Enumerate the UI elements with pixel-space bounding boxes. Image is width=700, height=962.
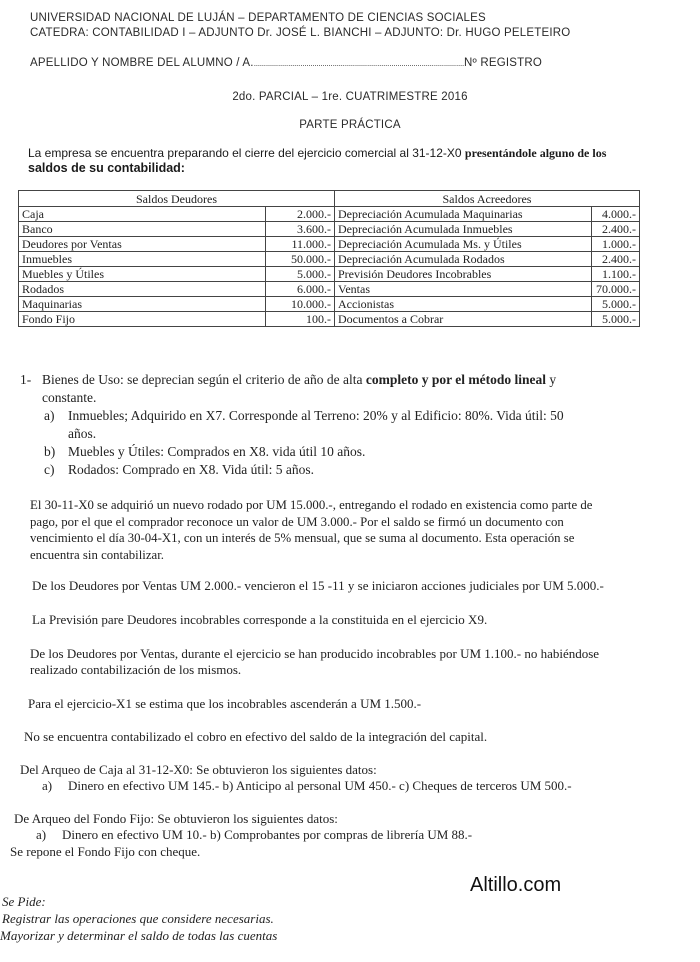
credit-amount: 2.400.- [592,222,640,237]
table-row [19,267,640,282]
part-title: PARTE PRÁCTICA [299,119,401,131]
debit-amount: 2.000.- [266,207,335,222]
table-row [19,222,640,237]
paragraph-line: encuentra sin contabilizar. [30,547,164,562]
exam-title: 2do. PARCIAL – 1re. CUATRIMESTRE 2016 [232,91,468,103]
paragraph-line: pago, por el que el comprador reconoce un valor de UM 3.000.- Por el saldo se firmó un documento con [30,514,564,529]
credit-amount: 4.000.- [592,207,640,222]
credit-amount: 2.400.- [592,252,640,267]
item-1b-text: Muebles y Útiles: Comprados en X8. vida útil 10 años. [68,444,366,459]
paragraph-line: realizado contabilización de los mismos. [30,662,242,677]
cash-count-a-label: a) [42,778,53,793]
credit-account: Ventas [335,282,592,297]
item-1-line-2: constante. [42,390,97,405]
paragraph-bad-debts [30,646,599,678]
debit-account: Fondo Fijo [19,312,266,327]
registro-label: Nº REGISTRO [464,57,543,69]
chair-header: CATEDRA: CONTABILIDAD I – ADJUNTO Dr. JOSÉ L. BIANCHI – ADJUNTO: Dr. HUGO PELETEIRO [30,27,571,39]
fixed-fund-replenish: Se repone el Fondo Fijo con cheque. [10,844,201,859]
intro-bold-text: presentándole alguno de los [464,146,607,160]
credit-amount: 5.000.- [592,312,640,327]
item-1c-text: Rodados: Comprado en X8. Vida útil: 5 años. [68,462,315,477]
credit-amount: 1.000.- [592,237,640,252]
paragraph-allowance: La Previsión pare Deudores incobrables corresponde a la constituida en el ejercicio X9. [32,612,488,627]
university-header: UNIVERSIDAD NACIONAL DE LUJÁN – DEPARTAMENTO DE CIENCIAS SOCIALES [30,12,486,24]
debit-account: Muebles y Útiles [19,267,266,282]
credit-account: Depreciación Acumulada Inmuebles [335,222,592,237]
debit-account: Caja [19,207,266,222]
fixed-fund-a-label: a) [36,827,47,842]
fixed-fund-details: Dinero en efectivo UM 10.- b) Comprobantes por compras de librería UM 88.- [62,827,473,842]
credit-account: Depreciación Acumulada Maquinarias [335,207,592,222]
item-1-tail: y [545,372,557,387]
item-1c-label: c) [44,462,55,477]
paragraph-line: vencimiento el día 30-04-X1, con un interés de 5% mensual, que se suma al documento. Esta operación se [30,531,575,545]
item-1a-text-2: años. [68,426,97,441]
debit-amount: 50.000.- [266,252,335,267]
item-1b-label: b) [44,444,56,459]
debit-amount: 10.000.- [266,297,335,312]
student-name-text: APELLIDO Y NOMBRE DEL ALUMNO / A. [30,57,254,69]
item-1a-text: Inmuebles; Adquirido en X7. Corresponde al Terreno: 20% y al Edificio: 80%. Vida útil: 50 [68,408,564,423]
paragraph-judicial-actions: De los Deudores por Ventas UM 2.000.- vencieron el 15 -11 y se iniciaron acciones judiciales por UM 5.000.- [32,578,604,593]
credit-account: Previsión Deudores Incobrables [335,267,592,282]
item-1-bold-text: completo y por el método lineal [365,372,546,387]
debit-amount: 6.000.- [266,282,335,297]
cash-count-details: Dinero en efectivo UM 145.- b) Anticipo al personal UM 450.- c) Cheques de terceros UM 500.- [68,778,572,793]
table-row [19,207,640,222]
item-1a-label: a) [44,408,55,423]
credit-account: Depreciación Acumulada Ms. y Útiles [335,237,592,252]
item-1-text: Bienes de Uso: se deprecian según el criterio de año de alta [42,372,366,387]
debit-account: Rodados [19,282,266,297]
table-row [19,312,640,327]
table-row [19,252,640,267]
intro-line-1 [28,146,606,161]
debit-account: Inmuebles [19,252,266,267]
paragraph-new-vehicle [30,497,592,563]
table-row [19,282,640,297]
intro-line-2: saldos de su contabilidad: [28,161,185,175]
credit-account: Accionistas [335,297,592,312]
paragraph-cash-count: Del Arqueo de Caja al 31-12-X0: Se obtuvieron los siguientes datos: [20,762,377,777]
paragraph-capital: No se encuentra contabilizado el cobro en efectivo del saldo de la integración del capital. [24,729,488,744]
table-row [19,237,640,252]
table-header-row [19,191,640,207]
credit-account: Documentos a Cobrar [335,312,592,327]
item-1-line-1 [42,372,556,388]
table-row [19,297,640,312]
student-name-line: ........................................................................................................ [253,59,465,68]
requirement-1: Registrar las operaciones que considere necesarias. [2,911,274,926]
item-1-number: 1- [20,372,32,387]
credit-amount: 70.000.- [592,282,640,297]
paragraph-estimate: Para el ejercicio-X1 se estima que los incobrables ascenderán a UM 1.500.- [28,696,422,711]
paragraph-line: El 30-11-X0 se adquirió un nuevo rodado por UM 15.000.-, entregando el rodado en existencia como parte de [30,498,593,512]
balances-table [18,190,640,327]
requirement-2: Mayorizar y determinar el saldo de todas las cuentas [0,928,278,943]
debit-header: Saldos Deudores [19,191,335,207]
debit-account: Maquinarias [19,297,266,312]
intro-text: La empresa se encuentra preparando el cierre del ejercicio comercial al 31-12-X0 [28,146,465,160]
credit-header: Saldos Acreedores [335,191,640,207]
credit-account: Depreciación Acumulada Rodados [335,252,592,267]
credit-amount: 1.100.- [592,267,640,282]
paragraph-line: De los Deudores por Ventas, durante el ejercicio se han producido incobrables por UM 1.100.- no habiéndose [30,646,600,661]
debit-account: Deudores por Ventas [19,237,266,252]
credit-amount: 5.000.- [592,297,640,312]
paragraph-fixed-fund: De Arqueo del Fondo Fijo: Se obtuvieron los siguientes datos: [14,811,338,826]
debit-amount: 3.600.- [266,222,335,237]
debit-account: Banco [19,222,266,237]
debit-amount: 5.000.- [266,267,335,282]
student-name-label [30,57,542,69]
se-pide-heading: Se Pide: [2,894,46,909]
debit-amount: 100.- [266,312,335,327]
debit-amount: 11.000.- [266,237,335,252]
altillo-logo: Altillo.com [470,874,562,896]
